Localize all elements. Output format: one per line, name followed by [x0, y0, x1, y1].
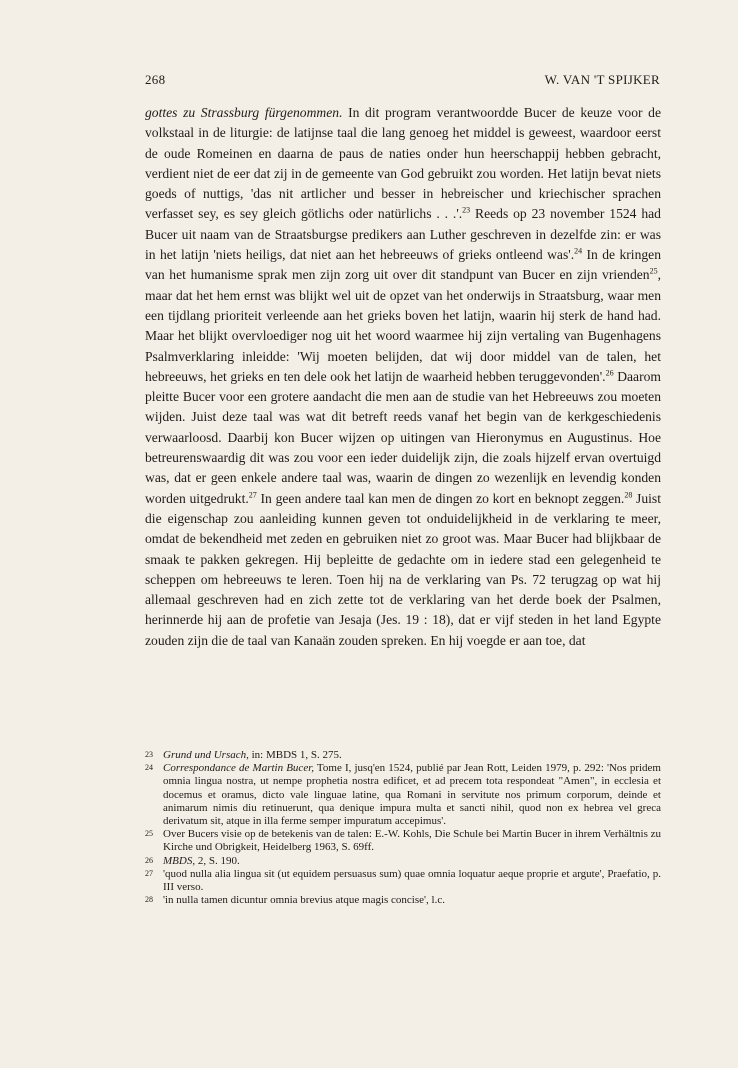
footnote: [145, 868, 661, 894]
footnote-italic: Correspondance de Martin Bucer,: [163, 762, 315, 775]
footnote-text: [163, 828, 661, 854]
footnote-rest: 2, S. 190.: [195, 854, 240, 867]
footnote-ref[interactable]: 23: [462, 205, 471, 215]
page-number: 268: [145, 72, 166, 87]
footnote-text: [163, 868, 661, 894]
footnote-ref[interactable]: 24: [574, 246, 583, 256]
footnote-rest: Tome I, jusq'en 1524, publié par Jean Rott, Leiden 1979, p. 292: 'Nos pridem omnia lingua nostra, ut nempe prophetia nostra edificet, et ad precem tota respondeat "Amen", in ecclesia et docemus et oramus, dicto vale linguae latine, qua Romani in servitute nos primum corporum, deinde et animarum nimis diu retinuerunt, qua denique impura multa et sancti nihil, quod non ex hebrea vel greca derivatum sit, atque in illa ferme semper impuratum accepimus'.: [163, 762, 661, 828]
text-run: Daarom pleitte Bucer voor een grotere aandacht die men aan de studie van het Hebreeuws zou moeten wijden. Juist deze taal was wat dit betreft reeds vanaf het begin van de kerkgeschiedenis verwaarloosd. Daarbij kon Bucer wijzen op uitingen van Hieronymus en Augustinus. Hoe betreurenswaardig dit was zou voor een ieder duidelijk zijn, die zoals hijzelf ervan overtuigd was, dat er geen enkele andere taal was, waarin de dingen zo wezenlijk en levendig konden worden uitgedrukt.: [145, 368, 661, 506]
footnote-number: 24: [145, 763, 153, 773]
text-run: In geen andere taal kan men de dingen zo kort en beknopt zeggen.: [256, 490, 625, 506]
main-text: [145, 103, 661, 651]
footnote: [145, 749, 661, 762]
text-run: In de kringen van het humanisme sprak men zijn zorg uit over dit standpunt van Bucer en zijn vrienden: [145, 247, 662, 283]
running-head: W. VAN 'T SPIJKER: [544, 72, 660, 87]
footnote: [145, 828, 661, 854]
footnote-text: [163, 855, 661, 868]
footnote-rest: in: MBDS 1, S. 275.: [248, 749, 342, 761]
text-run: Reeds op 23 november 1524 had Bucer uit naam van de Straatsburgse predikers aan Luther geschreven in dezelfde zin: er was in het latijn 'niets heiligs, dat niet aan het hebreeuws of grieks ontleend was'.: [145, 206, 661, 263]
footnote-ref[interactable]: 27: [248, 490, 257, 500]
footnote-number: 28: [145, 895, 153, 905]
footnote-ref[interactable]: 28: [624, 490, 633, 500]
footnote-ref[interactable]: 26: [605, 368, 614, 378]
footnote-ref[interactable]: 25: [649, 266, 658, 276]
page-header: [145, 72, 660, 88]
footnote-rest: 'in nulla tamen dicuntur omnia brevius atque magis concise', l.c.: [163, 894, 445, 907]
footnote: [145, 762, 661, 828]
footnote-number: 23: [145, 750, 153, 759]
footnote-text: [163, 894, 661, 907]
footnote-rest: Over Bucers visie op de betekenis van de talen: E.-W. Kohls, Die Schule bei Martin Bucer in ihrem Verhältnis zu Kirche und Obrigkeit, Heidelberg 1963, S. 69ff.: [163, 828, 661, 854]
text-run: In dit program verantwoordde Bucer de keuze voor de volkstaal in de liturgie: de latijnse taal die lang genoeg het middel is geweest, waardoor eerst de oude Romeinen en daarna de paus de naties onder hun heerschappij hebben gebracht, verdient niet de eer dat zij in de gemeente van God gebruikt zou worden. Het latijn bevat niets goeds of nuttigs, 'das nit artlicher und besser in hebreischer und kriechischer sprachen verfasset sey, es sey gleich götlichs oder natürlichs . . .'.: [145, 105, 661, 222]
italic-title: gottes zu Strassburg fürgenommen.: [145, 105, 343, 120]
footnotes: [145, 749, 661, 907]
footnote-text: [163, 749, 661, 762]
text-run: Juist die eigenschap zou aanleiding kunnen geven tot onduidelijkheid in de verklaring te meer, omdat de bekendheid met zeden en gebruiken niet zo groot was. Maar Bucer had blijkbaar de smaak te pakken gekregen. Hij bepleitte de gedachte om in iedere stad een gelegenheid te scheppen om hebreeuws te leren. Toen hij na de verklaring van Ps. 72 terugzag op wat hij allemaal geschreven had en zich zette tot de verklaring van het derde boek der Psalmen, herinnerde hij aan de profetie van Jesaja (Jes. 19 : 18), dat er vijf steden in het land Egypte zouden zijn die de taal van Kanaän zouden spreken. En hij voegde er aan toe, dat: [145, 490, 661, 648]
footnote-number: 25: [145, 829, 153, 839]
body-paragraph: [145, 103, 661, 651]
footnote-number: 27: [145, 868, 153, 878]
footnote-italic: Grund und Ursach,: [163, 749, 249, 761]
text-run: , maar dat het hem ernst was blijkt wel uit de opzet van het onderwijs in Straatsburg, waar men een tijdlang prioriteit verleende aan het grieks boven het latijn, waarin hij sterk de hand had. Maar het blijkt overvloediger nog uit het woord waarmee hij zijn vertaling van Bugenhagens Psalmverklaring inleidde: 'Wij moeten belijden, dat wij door middel van de talen, het hebreeuws, het grieks en ten dele ook het latijn de waarheid hebben teruggevonden'.: [145, 267, 661, 384]
footnote-number: 26: [145, 855, 153, 865]
footnote: [145, 894, 661, 907]
footnote-rest: 'quod nulla alia lingua sit (ut equidem persuasus sum) quae omnia loquatur aeque proprie et argute', Praefatio, p. III verso.: [163, 867, 661, 894]
footnote-text: [163, 762, 661, 828]
footnote: [145, 855, 661, 868]
footnote-italic: MBDS,: [163, 854, 196, 867]
